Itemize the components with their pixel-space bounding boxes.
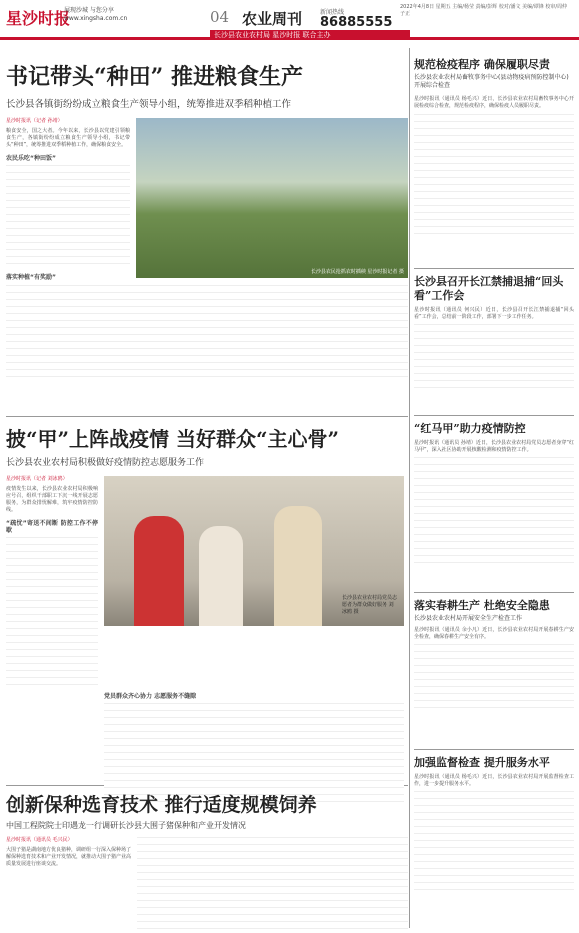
right-article-3[interactable] [414, 422, 574, 592]
article-2-section-head-1: “疏忧”寄送不间断 防控工作不停歇 [6, 520, 98, 534]
right-article-1-body: 星沙时报讯（通讯员 杨毛兴）近日，长沙县农业农村局畜牧事务中心开展检疫综合检查，规范检疫程序，确保检疫人员履职尽责。 [414, 96, 574, 109]
right-article-5[interactable] [414, 756, 574, 926]
right-article-3-title[interactable]: “红马甲”助力疫情防控 [414, 422, 526, 435]
right-article-2-text-block [414, 324, 574, 394]
volunteer-figure [274, 506, 322, 626]
right-article-1-title[interactable]: 规范检疫程序 确保履职尽责 [414, 58, 550, 71]
hotline-number: 86885555 [320, 15, 393, 30]
article-2[interactable] [6, 425, 408, 785]
right-article-1[interactable] [414, 58, 574, 268]
article-3-headline[interactable]: 创新保种选育技术 推行适度规模饲养 [6, 794, 317, 816]
article-2-columns [104, 703, 404, 803]
article-2-photo [104, 476, 404, 626]
article-1-section-head-2: 落实种植“有奖励” [6, 274, 56, 281]
article-3-subhead: 中国工程院院士印遇龙一行调研长沙县大围子猪保种和产业开发情况 [6, 821, 246, 830]
right-column [414, 48, 574, 926]
divider [414, 749, 574, 750]
right-article-4[interactable] [414, 599, 574, 749]
right-article-4-title[interactable]: 落实春耕生产 杜绝安全隐患 [414, 599, 550, 612]
article-2-body: 疫情发生以来，长沙县农业农村局积极响应号召，组织干部职工下沉一线开展志愿服务，为群众排忧解难，筑牢疫情防控防线。 [6, 486, 98, 513]
article-2-text-block [6, 537, 98, 687]
article-2-photo-caption: 长沙县农业农村局党员志愿者为群众做好服务 刘冰鸥 摄 [342, 595, 398, 615]
article-1-body: 粮食安全，国之大者。今年以来，长沙县以党建引领粮食生产，各镇街纷纷成立粮食生产领导小组，书记带头“种田”，统筹推进双季稻种植工作，确保粮食安全。 [6, 128, 130, 148]
page-number: 04 [210, 8, 230, 26]
article-1[interactable] [6, 62, 408, 416]
article-1-columns [6, 285, 408, 381]
article-2-subhead: 长沙县农业农村局积极做好疫情防控志愿服务工作 [6, 458, 205, 468]
right-article-5-title[interactable]: 加强监督检查 提升服务水平 [414, 756, 550, 769]
hotline-label: 新闻热线 [320, 9, 345, 16]
newspaper-logo: 星沙时报 [6, 9, 71, 28]
article-1-section-head-1: 农民乐吃“种田饭” [6, 155, 56, 162]
divider [414, 268, 574, 269]
article-3[interactable] [6, 792, 408, 933]
article-1-photo-caption: 长沙县农民抢抓农时插秧 星沙时报记者 摄 [310, 269, 404, 275]
article-3-columns [137, 837, 408, 933]
right-article-1-text-block [414, 114, 574, 234]
article-1-headline[interactable]: 书记带头“种田” 推进粮食生产 [6, 64, 303, 90]
divider [414, 592, 574, 593]
article-1-byline: 星沙时报讯（记者 孙靖） [6, 118, 63, 124]
right-article-4-text-block [414, 644, 574, 714]
divider [414, 415, 574, 416]
date-info: 2022年4月8日 星期五 主编/杨莹 责编/彭辉 校对/潘文 美编/谭锋 校审/周仲 子正 [400, 4, 568, 17]
article-1-photo [136, 118, 408, 278]
article-2-headline[interactable]: 披“甲”上阵战疫情 当好群众“主心骨” [6, 427, 339, 451]
right-article-3-body: 星沙时报讯（通讯员 孙靖）近日，长沙县农业农村局党员志愿者身穿“红马甲”，深入社区协助开展核酸检测和疫情防控工作。 [414, 440, 574, 453]
right-article-2-title[interactable]: 长沙县召开长江禁捕退捕“回头看”工作会 [414, 275, 564, 302]
article-1-text-block [6, 165, 130, 270]
article-2-section-head-2: 党员群众齐心协力 志愿服务不缝隙 [104, 693, 197, 700]
logo-slogan: 展现沙城 与您分享 www.xingsha.com.cn [64, 7, 128, 22]
volunteer-figure [134, 516, 184, 626]
resident-figure [199, 526, 243, 626]
right-article-2-body: 星沙时报讯（通讯员 何兴民）近日，长沙县召开长江禁捕退捕“回头看”工作会，总结前一阶段工作，部署下一步工作任务。 [414, 307, 574, 320]
right-article-5-body: 星沙时报讯（通讯员 杨毛兴）近日，长沙县农业农村局开展监督检查工作，进一步提升服务水平。 [414, 774, 574, 787]
page-name: 农业周刊 [242, 10, 303, 28]
left-column [6, 48, 408, 933]
divider [6, 416, 408, 417]
article-2-byline: 星沙时报讯（记者 刘冰鸥） [6, 476, 68, 482]
column-divider [409, 48, 410, 928]
right-article-5-text-block [414, 791, 574, 891]
sponsor-bar: 长沙县农业农村局 星沙时报 联合主办 [210, 30, 410, 40]
right-article-1-subtitle: 长沙县农业农村局畜牧事务中心(县动物疫病预防控制中心)开展综合检查 [414, 74, 569, 89]
article-1-subhead: 长沙县各镇街纷纷成立粮食生产领导小组，统筹推进双季稻种植工作 [6, 99, 292, 110]
article-3-byline: 星沙时报讯（通讯员 毛兴民） [6, 837, 73, 843]
masthead [0, 0, 579, 40]
right-article-4-subtitle: 长沙县农业农村局开展安全生产检查工作 [414, 615, 523, 622]
right-article-2[interactable] [414, 275, 574, 415]
article-3-body: 大围子猪是湖南地方优良猪种，调研组一行深入保种场了解保种选育技术和产业开发情况，就推动大围子猪产业高质量发展进行座谈交流。 [6, 847, 132, 867]
right-article-4-body: 星沙时报讯（通讯员 余小凡）近日，长沙县农业农村局开展春耕生产安全检查，确保春耕生产安全有序。 [414, 627, 574, 640]
right-article-3-text-block [414, 457, 574, 567]
